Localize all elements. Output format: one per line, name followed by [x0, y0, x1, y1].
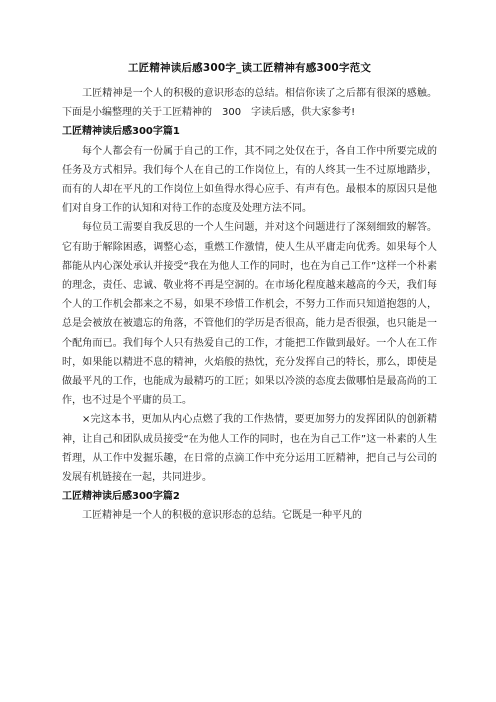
section-1-paragraph-1: 每个人都会有一份属于自己的工作，其不同之处仅在于，各自工作中所要完成的任务及方式相异。我们每个人在自己的工作岗位上，有的人终其一生不过原地踏步，而有的人却在平凡的工作岗位上如鱼得水得心应手、有声有色。最根本的原因只是他们对自身工作的认知和对待工作的态度及处理方法不同。: [62, 145, 437, 215]
section-2-paragraph-1: 工匠精神是一个人的积极的意识形态的总结。它既是一种平凡的: [82, 510, 362, 522]
intro-paragraph: 工匠精神是一个人的积极的意识形态的总结。相信你读了之后都有很深的感触。下面是小编整理的关于工匠精神的 300 字读后感，供大家参考!: [62, 88, 437, 119]
section-heading-2: 工匠精神读后感300字篇2: [62, 491, 180, 503]
document-title: 工匠精神读后感300字_读工匠精神有感300字范文: [127, 62, 372, 74]
section-heading-1: 工匠精神读后感300字篇1: [62, 126, 180, 138]
section-1-paragraph-3: ×完这本书，更加从内心点燃了我的工作热情，要更加努力的发挥团队的创新精神，让自己和团队成员接受“在为他人工作的同时，也在为自己工作”这一朴素的人生哲理，从工作中发掘乐趣，在日常的点滴工作中充分运用工匠精神，把自己与公司的发展有机链接在一起，共同进步。: [62, 414, 437, 484]
document-page: [62, 58, 437, 526]
section-1-paragraph-2: 每位员工需要自我反思的一个人生问题，并对这个问题进行了深刻细致的解答。它有助于解除困惑，调整心态，重燃工作激情，使人生从平庸走向优秀。如果每个人都能从内心深处承认并接受“我在为他人工作的同时，也在为自己工作”这样一个朴素的理念，责任、忠诚、敬业将不再是空洞的。在市场化程度越来越高的今天，我们每个人的工作机会都来之不易，如果不珍惜工作机会，不努力工作而只知道抱怨的人，总是会被放在被遗忘的角落，不管他们的学历是否很高，能力是否很强，也只能是一个配角而已。我们每个人只有热爱自己的工作，才能把工作做到最好。一个人在工作时，如果能以精进不息的精神，火焰般的热忱，充分发挥自己的特长，那么，即使是做最平凡的工作，也能成为最精巧的工匠；如果以冷淡的态度去做哪怕是最高尚的工作，也不过是个平庸的员工。: [62, 222, 437, 407]
